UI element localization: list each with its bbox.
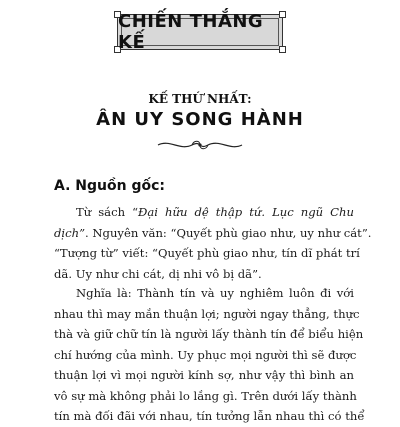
strategy-label: KẾ THỨ NHẤT: <box>148 92 252 106</box>
italic-text-run: Đại hữu dệ thập tứ. Lục ngũ Chu <box>138 205 354 219</box>
paragraph-origin <box>54 202 372 284</box>
strategy-name: ÂN UY SONG HÀNH <box>96 109 304 130</box>
text-line: thuận lợi vì mọi người kính sợ, như vậy thì bình an <box>54 368 354 382</box>
text-line: tín mà đối đãi với nhau, tín tưởng lẫn nhau thì có thể <box>54 409 365 423</box>
text-line: nhau thì may mắn thuận lợi; người ngay thẳng, thực <box>54 306 360 321</box>
book-title: CHIẾN THẮNG KẾ <box>118 11 264 53</box>
text-line: thà và giữ chữ tín là người lấy thành tín để biểu hiện <box>54 327 364 341</box>
text-line: vô sự mà không phải lo lắng gì. Trên dưới lấy thành <box>54 388 357 403</box>
text-line: “Tượng từ” viết: “Quyết phù giao như, tín dĩ phát trí <box>54 246 360 260</box>
text-run: Từ sách “ <box>76 205 139 219</box>
text-line <box>54 202 354 223</box>
text-line: Nghĩa là: Thành tín và uy nghiêm luôn đi với <box>76 286 354 300</box>
italic-text-run: dịch” <box>54 225 86 240</box>
text-run: . Nguyên văn: “Quyết phù giao như, uy như cát”. <box>85 225 372 240</box>
book-title-box <box>117 11 283 53</box>
text-line: chí hướng của mình. Uy phục mọi người thì sẽ được <box>54 347 357 362</box>
section-heading: A. Nguồn gốc: <box>54 178 165 194</box>
paragraph-meaning <box>54 283 365 427</box>
text-line: dã. Uy như chi cát, dị nhi vô bị dã”. <box>54 266 262 281</box>
decorative-divider-icon <box>156 138 244 152</box>
text-line <box>54 223 372 244</box>
